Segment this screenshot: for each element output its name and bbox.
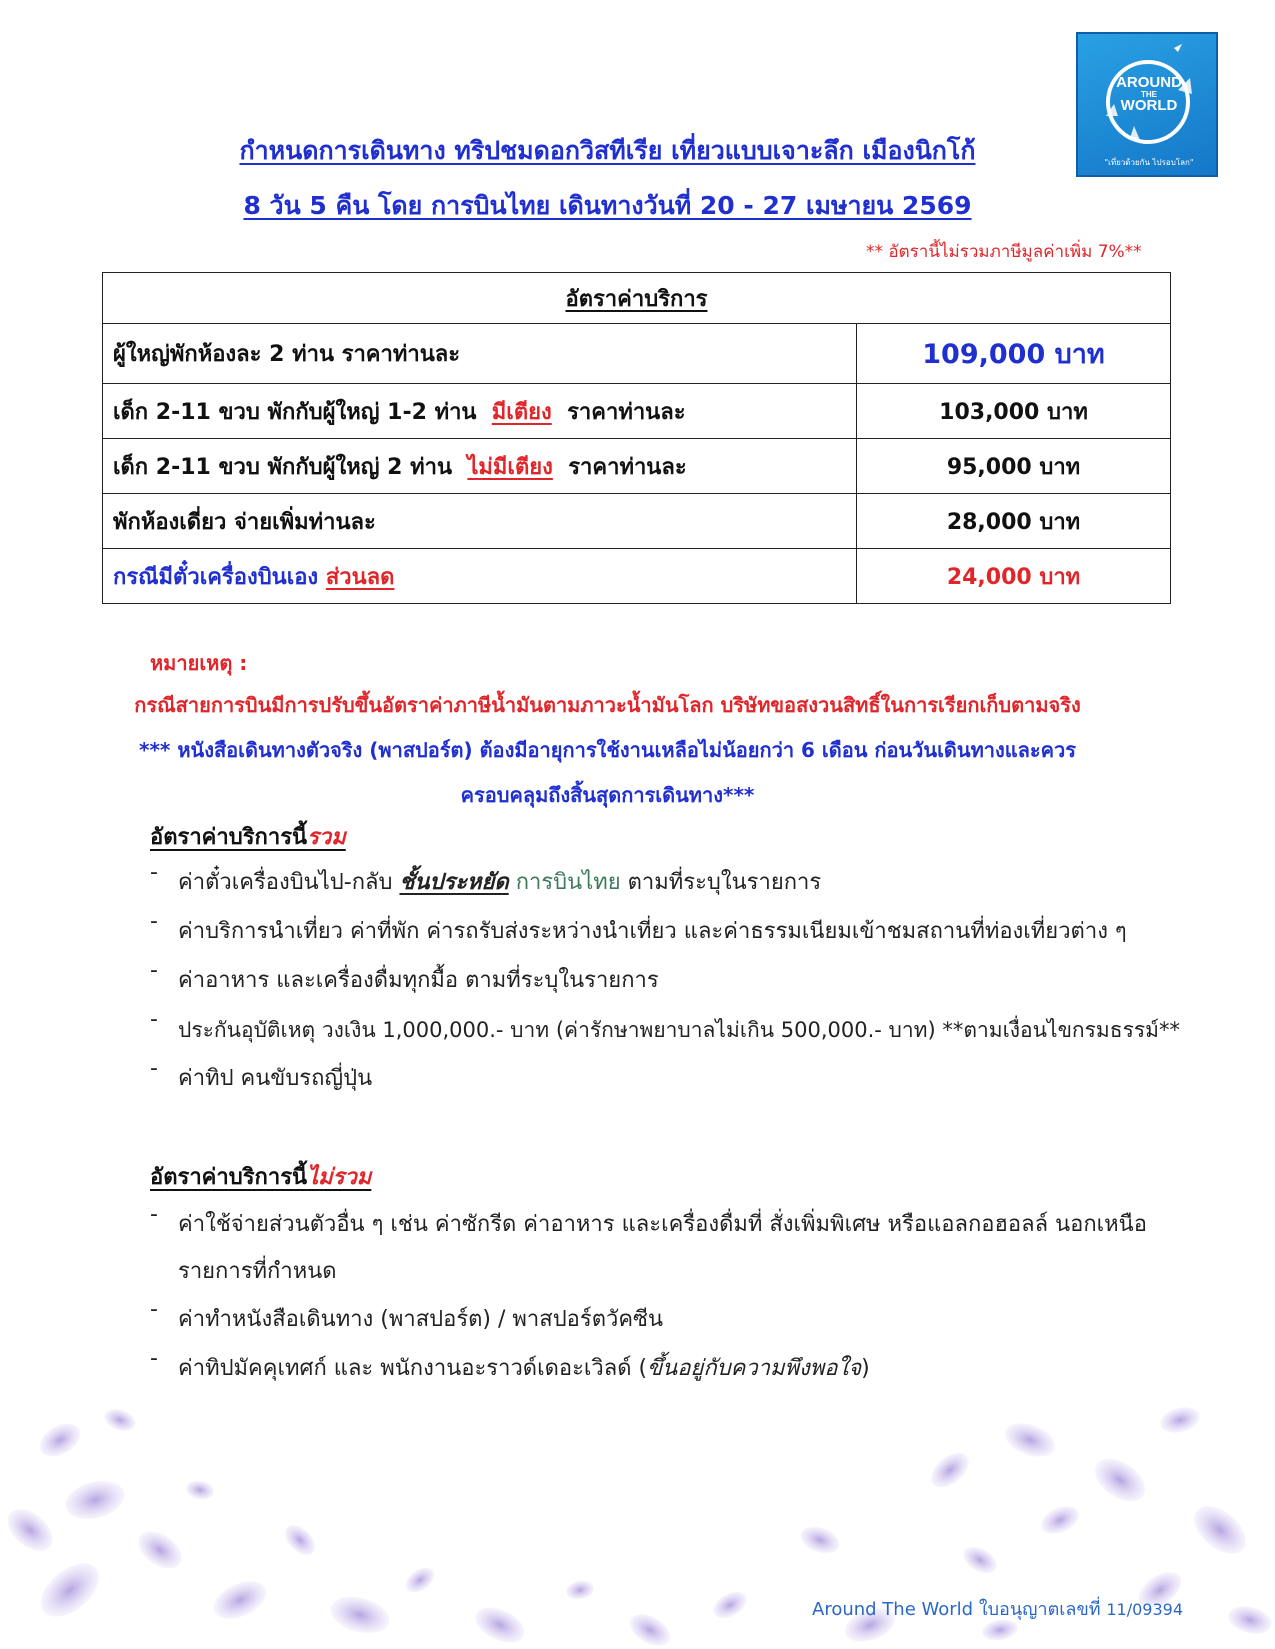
logo-line-3: WORLD: [1120, 97, 1178, 114]
note-line-1: กรณีสายการบินมีการปรับขึ้นอัตราค่าภาษีน้ำมันตามภาวะน้ำมันโลก บริษัทขอสงวนสิทธิ์ในการเรียกเก็บตามจริง: [134, 693, 1081, 717]
price-row-label: กรณีมีตั๋วเครื่องบินเอง ส่วนลด: [103, 549, 857, 604]
price-row-label: เด็ก 2-11 ขวบ พักกับผู้ใหญ่ 2 ท่าน ไม่มีเตียง ราคาท่านละ: [103, 439, 857, 494]
page-title-line-1: กำหนดการเดินทาง ทริปชมดอกวิสทีเรีย เที่ยวแบบเจาะลึก เมืองนิกโก้: [239, 136, 976, 165]
logo-line-2: THE: [1141, 90, 1157, 99]
note-line-2: *** หนังสือเดินทางตัวจริง (พาสปอร์ต) ต้องมีอายุการใช้งานเหลือไม่น้อยกว่า 6 เดือน ก่อนวันเดินทางและควร: [139, 738, 1076, 762]
price-row: [103, 439, 1171, 494]
footer-license: [812, 1594, 1183, 1623]
price-value: 103,000 บาท: [857, 384, 1171, 439]
notes-heading: หมายเหตุ :: [150, 651, 248, 675]
included-heading: อัตราค่าบริการนี้รวม: [150, 825, 346, 850]
footer-brand: Around The World: [812, 1599, 974, 1620]
footer-license-number: 11/09394: [1106, 1600, 1184, 1619]
price-row: [103, 384, 1171, 439]
page-title-line-2: 8 วัน 5 คืน โดย การบินไทย เดินทางวันที่ 20 - 27 เมษายน 2569: [243, 191, 972, 220]
note-line-3: ครอบคลุมถึงสิ้นสุดการเดินทาง***: [460, 783, 755, 807]
logo-line-1: AROUND: [1116, 74, 1182, 91]
price-row-label: ผู้ใหญ่พักห้องละ 2 ท่าน ราคาท่านละ: [103, 324, 857, 384]
vat-note: ** อัตรานี้ไม่รวมภาษีมูลค่าเพิ่ม 7%**: [866, 242, 1142, 262]
price-row-label: พักห้องเดี่ยว จ่ายเพิ่มท่านละ: [103, 494, 857, 549]
price-value: 28,000 บาท: [857, 494, 1171, 549]
price-value: 109,000 บาท: [857, 324, 1171, 384]
included-heading-em: รวม: [307, 825, 346, 850]
price-table-header: อัตราค่าบริการ: [103, 273, 1171, 324]
price-row: [103, 549, 1171, 604]
logo-tagline: "เที่ยวด้วยกัน ไปรอบโลก": [1104, 158, 1194, 167]
price-row-label: เด็ก 2-11 ขวบ พักกับผู้ใหญ่ 1-2 ท่าน มีเตียง ราคาท่านละ: [103, 384, 857, 439]
price-table: [102, 272, 1171, 604]
excluded-heading: อัตราค่าบริการนี้ไม่รวม: [150, 1165, 372, 1190]
bed-highlight: มีเตียง: [491, 399, 552, 425]
footer-license-label: ใบอนุญาตเลขที่: [978, 1599, 1101, 1620]
price-row: [103, 494, 1171, 549]
price-row: [103, 324, 1171, 384]
no-bed-highlight: ไม่มีเตียง: [467, 454, 553, 480]
price-value: 95,000 บาท: [857, 439, 1171, 494]
excluded-heading-em: ไม่รวม: [307, 1165, 372, 1190]
price-value: 24,000 บาท: [857, 549, 1171, 604]
discount-highlight: ส่วนลด: [325, 564, 395, 590]
